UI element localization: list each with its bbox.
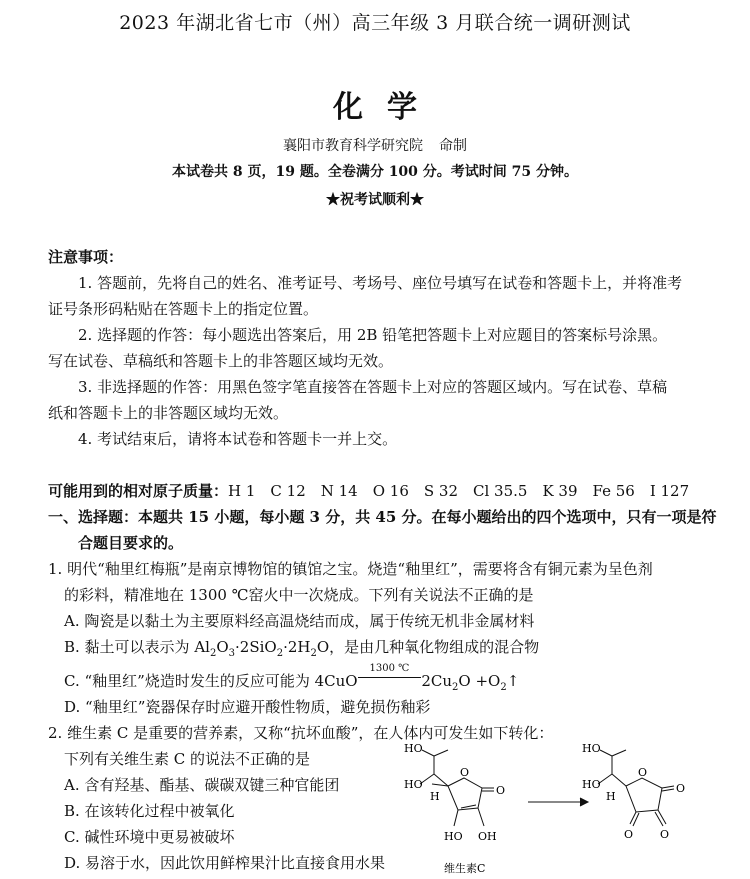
- exam-wish: ★祝考试顺利★: [326, 192, 424, 208]
- vitamin-c-reaction-diagram: [400, 742, 700, 879]
- mol-right-h: H: [606, 790, 616, 803]
- mol-right-keto-o-1: O: [660, 828, 670, 841]
- author-role: 命制: [439, 138, 467, 154]
- author-org: 襄阳市教育科学研究院: [283, 138, 423, 154]
- q2-stem: 2. 维生素 C 是重要的营养素，又称“抗坏血酸”，在人体内可发生如下转化：: [48, 724, 554, 742]
- mol-left-carbonyl-o: O: [496, 784, 506, 797]
- mol-right-ring-o: O: [638, 766, 648, 779]
- mol-right-keto-o-2: O: [624, 828, 634, 841]
- section1-line2: 合题目要求的。: [78, 534, 184, 552]
- author-line: [0, 135, 750, 155]
- mol-left-oh-bottom: OH: [478, 830, 497, 843]
- notice-item-2-line1: 2. 选择题的作答：每小题选出答案后，用 2B 铅笔把答题卡上对应题目的答案标号涂黑。: [78, 326, 668, 344]
- notice-item-3-line2: 纸和答题卡上的非答题区域均无效。: [48, 404, 289, 422]
- mol-left-ho-bottom: HO: [444, 830, 463, 843]
- atomic-mass-line: [48, 478, 689, 505]
- q1-stem-line2: 的彩料，精准地在 1300 ℃窑火中一次烧成。下列有关说法不正确的是: [64, 586, 534, 604]
- q2-option-d: D. 易溶于水，因此饮用鲜榨果汁比直接食用水果: [64, 854, 386, 872]
- q1-option-a: A. 陶瓷是以黏土为主要原料经高温烧结而成，属于传统无机非金属材料: [64, 612, 535, 630]
- q2-option-b: B. 在该转化过程中被氧化: [64, 802, 235, 820]
- atomic-mass-values: H 1 C 12 N 14 O 16 S 32 Cl 35.5 K 39 Fe 56 I 127: [228, 482, 690, 500]
- notice-heading: 注意事项：: [48, 248, 124, 266]
- q1-stem-line1: 1. 明代“釉里红梅瓶”是南京博物馆的镇馆之宝。烧造“釉里红”，需要将含有铜元素为呈色剂: [48, 560, 653, 578]
- notice-item-3-line1: 3. 非选择题的作答：用黑色签字笔直接答在答题卡上对应的答题区域内。写在试卷、草稿: [78, 378, 668, 396]
- atomic-mass-label: 可能用到的相对原子质量：: [48, 482, 229, 500]
- mol-left-ho-mid: HO: [404, 778, 423, 791]
- notice-item-1-line2: 证号条形码粘贴在答题卡上的指定位置。: [48, 300, 319, 318]
- vitamin-c-caption: 维生素C: [444, 862, 486, 875]
- mol-right-carbonyl-o: O: [676, 782, 686, 795]
- q2-option-a: A. 含有羟基、酯基、碳碳双键三种官能团: [64, 776, 340, 794]
- q1-option-c: C. “釉里红”烧造时发生的反应可能为 4CuO 1300 ℃ $2Cu_2O$ $+O_2↑$: [64, 663, 520, 693]
- notice-item-4-line1: 4. 考试结束后，请将本试卷和答题卡一并上交。: [78, 430, 398, 448]
- notice-item-2-line2: 写在试卷、草稿纸和答题卡上的非答题区域均无效。: [48, 352, 394, 370]
- q1-option-b: B. 黏土可以表示为 $Al_2O_3\cdot 2SiO_2\cdot 2H_2O$，是由几种氧化物组成的混合物: [64, 638, 540, 659]
- q2-option-c: C. 碱性环境中更易被破坏: [64, 828, 235, 846]
- q1-option-d: D. “釉里红”瓷器保存时应避开酸性物质，避免损伤釉彩: [64, 698, 431, 716]
- mol-left-ring-o: O: [460, 766, 470, 779]
- subject-title: 化学: [333, 90, 441, 125]
- mol-left-ho-top: HO: [404, 742, 423, 755]
- mol-left-h: H: [430, 790, 440, 803]
- mol-right-ho-top: HO: [582, 742, 601, 755]
- notice-item-1-line1: 1. 答题前，先将自己的姓名、准考证号、考场号、座位号填写在试卷和答题卡上，并将准考: [78, 274, 683, 292]
- exam-title: 2023 年湖北省七市（州）高三年级 3 月联合统一调研测试: [119, 12, 631, 34]
- exam-info: 本试卷共 8 页，19 题。全卷满分 100 分。考试时间 75 分钟。: [171, 164, 579, 180]
- mol-right-ho-mid: HO: [582, 778, 601, 791]
- section1-line1: 一、选择题：本题共 15 小题，每小题 3 分，共 45 分。在每小题给出的四个选项中，只有一项是符: [48, 508, 717, 526]
- reaction-condition-arrow: 1300 ℃: [358, 668, 422, 695]
- q2-stem-line2: 下列有关维生素 C 的说法不正确的是: [64, 750, 311, 768]
